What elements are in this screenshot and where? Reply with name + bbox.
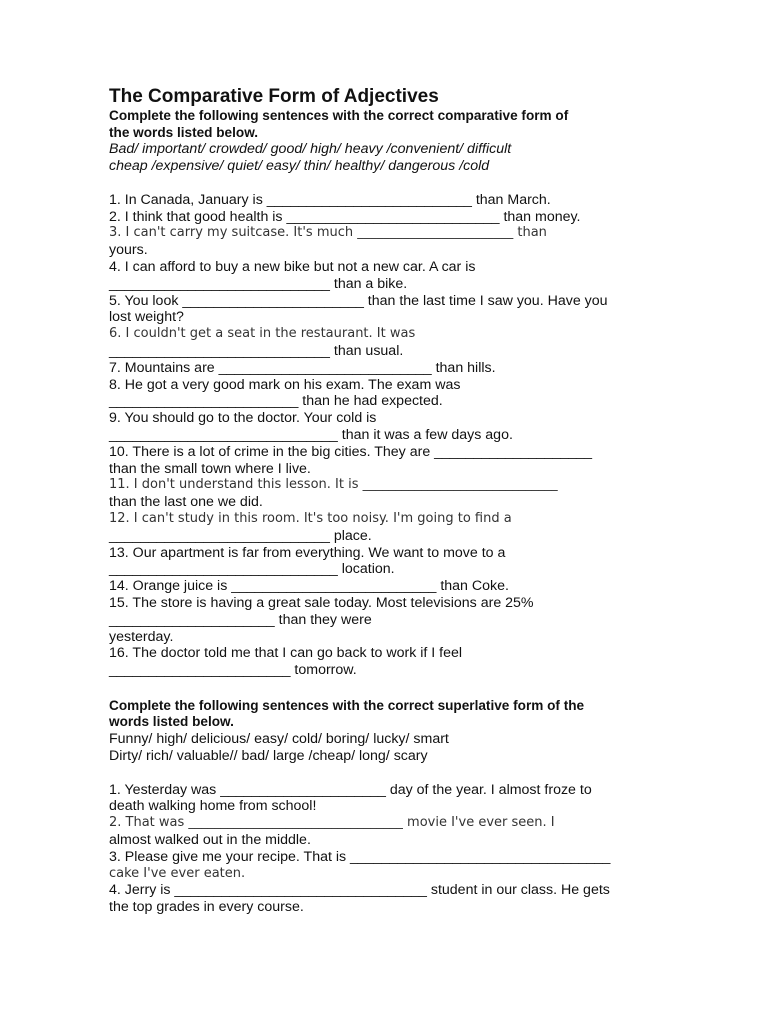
exercise-line: 9. You should go to the doctor. Your cold is [109,410,377,427]
exercise-line: 12. I can't study in this room. It's too noisy. I'm going to find a [109,510,512,526]
exercise-line: than the last one we did. [109,494,263,511]
exercise-line: 16. The doctor told me that I can go back to work if I feel [109,645,463,662]
section-spacer [109,765,669,782]
section-spacer [109,175,669,192]
superlative-instruction-line: Complete the following sentences with the correct superlative form of the [109,697,585,713]
exercise-line: 1. Yesterday was _____________________ day of the year. I almost froze to [109,781,592,798]
exercise-line: 6. I couldn't get a seat in the restaurant. It was [109,326,416,342]
exercise-line: _____________________________ than it was a few days ago. [109,426,513,443]
exercise-line: almost walked out in the middle. [109,832,311,849]
exercise-line: 2. That was _________________________________ movie I've ever seen. I [109,815,555,831]
superlative-word-list: Funny/ high/ delicious/ easy/ cold/ boring/ lucky/ smart [109,731,449,748]
exercise-line: 7. Mountains are ___________________________ than hills. [109,359,496,376]
exercise-line: _______________________ tomorrow. [109,662,357,679]
exercise-line: lost weight? [109,309,184,326]
exercise-line: 8. He got a very good mark on his exam. The exam was [109,376,461,393]
exercise-line: 3. I can't carry my suitcase. It's much ________________________ than [109,225,547,241]
exercise-line: 3. Please give me your recipe. That is _________________________________ [109,848,611,865]
exercise-line: 14. Orange juice is __________________________ than Coke. [109,578,509,595]
exercise-line: the top grades in every course. [109,899,304,916]
exercise-line: _____________________ than they were [109,611,372,628]
comparative-exercise-list [109,192,669,679]
superlative-instruction-line: words listed below. [109,714,234,730]
exercise-line: than the small town where I live. [109,460,311,477]
comparative-section [109,108,669,679]
comparative-instruction-line: Complete the following sentences with the correct comparative form of [109,108,569,123]
exercise-line: 15. The store is having a great sale today. Most televisions are 25% [109,594,534,611]
exercise-line: ________________________ than he had expected. [109,393,443,410]
exercise-line: 4. Jerry is ________________________________ student in our class. He gets [109,882,610,899]
exercise-line: 1. In Canada, January is __________________________ than March. [109,191,551,208]
section-spacer [109,679,669,698]
exercise-line: 5. You look _______________________ than the last time I saw you. Have you [109,292,608,309]
exercise-line: ____________________________ than a bike. [109,275,408,292]
exercise-line: _____________________________ location. [109,561,395,578]
exercise-line: 11. I don't understand this lesson. It is ______________________________ [109,477,558,493]
exercise-line: ____________________________ place. [109,527,372,544]
comparative-word-list: Bad/ important/ crowded/ good/ high/ heavy /convenient/ difficult [109,141,512,158]
superlative-section [109,698,669,916]
exercise-line: 4. I can afford to buy a new bike but not a new car. A car is [109,258,476,275]
comparative-word-list: cheap /expensive/ quiet/ easy/ thin/ healthy/ dangerous /cold [109,157,490,174]
superlative-word-list: Dirty/ rich/ valuable// bad/ large /cheap/ long/ scary [109,747,428,764]
exercise-line: death walking home from school! [109,798,317,815]
exercise-line: 13. Our apartment is far from everything. We want to move to a [109,544,506,561]
page-title: The Comparative Form of Adjectives [109,86,439,107]
comparative-instruction-line: the words listed below. [109,124,259,140]
superlative-exercise-list [109,782,669,916]
exercise-line: ____________________________ than usual. [109,342,404,359]
worksheet-page [109,86,669,916]
exercise-line: 2. I think that good health is ___________________________ than money. [109,208,581,225]
exercise-line: cake I've ever eaten. [109,865,246,881]
exercise-line: yours. [109,242,148,259]
exercise-line: yesterday. [109,628,174,645]
exercise-line: 10. There is a lot of crime in the big cities. They are ____________________ [109,443,592,460]
